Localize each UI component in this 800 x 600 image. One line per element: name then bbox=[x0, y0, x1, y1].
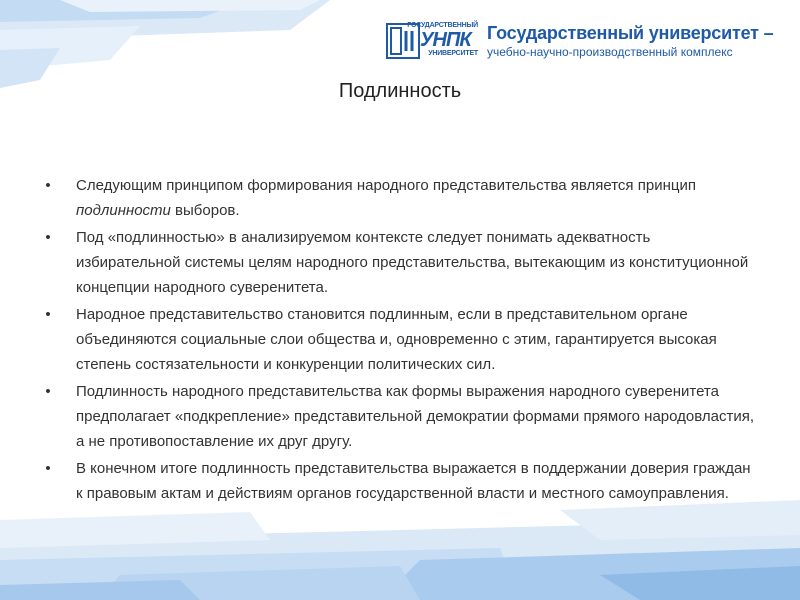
bullet-text: Подлинность народного представительства как формы выражения народного суверенитета предполагает «подкрепление» представительной демократии формами прямого народовластия, а не противопоставление их друг другу. bbox=[76, 383, 755, 450]
logo-mark: УНПК bbox=[420, 29, 471, 51]
university-subtitle: учебно-научно-производственный комплекс bbox=[487, 45, 733, 59]
bullet-text: Народное представительство становится подлинным, если в представительном органе объединяются социальные слои общества и, одновременно с этим, гарантируется высокая степень состязательности и конкуренции политических сил. bbox=[76, 306, 717, 373]
logo-text-bottom: УНИВЕРСИТЕТ bbox=[428, 50, 478, 57]
bullet-item bbox=[38, 225, 758, 300]
bullet-text-end: выборов. bbox=[170, 202, 240, 219]
bullet-dot: • bbox=[45, 177, 51, 194]
logo-text-top: ГОСУДАРСТВЕННЫЙ bbox=[407, 22, 478, 29]
bullet-list bbox=[38, 173, 758, 508]
bullet-text: В конечном итоге подлинность представительства выражается в поддержании доверия граждан к правовым актам и действиям органов государственной власти и местного самоуправления. bbox=[76, 460, 751, 502]
bullet-dot: • bbox=[45, 383, 51, 400]
bullet-emphasis: подлинности bbox=[76, 202, 171, 219]
bullet-dot: • bbox=[45, 229, 51, 246]
bullet-item bbox=[38, 379, 758, 454]
bullet-text: Следующим принципом формирования народного представительства является принцип bbox=[76, 177, 696, 194]
university-title: Государственный университет – bbox=[487, 23, 774, 43]
bullet-item bbox=[38, 173, 758, 223]
slide-title: Подлинность bbox=[338, 80, 462, 102]
bullet-item bbox=[38, 456, 758, 506]
bullet-item bbox=[38, 302, 758, 377]
bullet-dot: • bbox=[45, 306, 51, 323]
bullet-dot: • bbox=[45, 460, 51, 477]
bullet-text: Под «подлинностью» в анализируемом контексте следует понимать адекватность избирательной системы целям народного представительства, вытекающим из конституционной концепции народного суверенитета. bbox=[76, 229, 749, 296]
